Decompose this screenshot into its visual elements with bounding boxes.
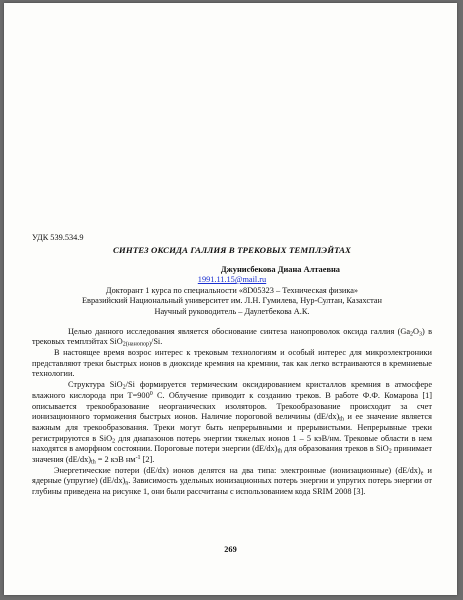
spacer xyxy=(32,318,432,327)
page-number: 269 xyxy=(224,545,237,554)
email-link[interactable]: 1991.11.15@mail.ru xyxy=(197,275,267,284)
document-page xyxy=(4,3,457,595)
paragraph-1: Целью данного исследования является обоснование синтеза нанопроволок оксида галлия $(Ga_2O_3)$ в трековых темплэйтах SiO$_{2(нанопор)}$/Si. xyxy=(32,326,432,348)
paragraph-2: В настоящее время возрос интерес к трековым технологиям и особый интерес для микроэлектроники представляют треки быстрых ионов в диоксиде кремния на кремнии, так как легко встраиваются в кремниевые технологии. xyxy=(32,348,432,379)
paragraph-4: Энергетические потери (dE/dx) ионов делятся на два типа: электронные (ионизационные) $(dE/dx)_e$ и ядерные (упругие) $(dE/dx)_n$. Зависимость удельных ионизационных потерь энергии и упругих потерь энергии от глубины приведена на рисунке 1, они были рассчитаны с использованием кода SRIM 2008 [3]. xyxy=(32,465,432,497)
paper-title: СИНТЕЗ ОКСИДА ГАЛЛИЯ В ТРЕКОВЫХ ТЕМПЛЭЙТАХ xyxy=(112,245,352,255)
udk-code: УДК 539.534.9 xyxy=(32,233,84,242)
page-content xyxy=(32,232,432,498)
author-name: Джунисбекова Диана Алтаевна xyxy=(220,265,340,274)
supervisor-line: Научный руководитель – Даулетбекова А.К. xyxy=(154,306,310,316)
affiliation-line-1: Докторант 1 курса по специальности «8D05323 – Техническая физика» xyxy=(105,285,359,295)
author-email xyxy=(32,275,432,286)
paragraph-3: Структура SiO$_2$/Si формируется термическим оксидированием кристаллов кремния в атмосфере влажного кислорода при $T=900^0$ C. Облучение приводит к созданию треков. В работе Ф.Ф. Комарова [1] описывается трекообразование неорганических изоляторов. Трекообразование происходит за счет ионизационного торможения быстрых ионов. Наличие пороговой величины $(dE/dx)_{th}$ и ее значение является важным для трекообразования. Треки могут быть непрерывными и прерывистыми. Непрерывные треки регистрируются в SiO$_2$ для диапазонов потерь энергии тяжелых ионов 1 – 5 кэВ/нм. Трековые области в нем находятся в аморфном состоянии. Пороговые потери энергии $(dE/dx)_{th}$ для образования треков в SiO$_2$ принимает значения $(dE/dx)_{th} = 2$ кэВ $нм^{-1}$ [2]. xyxy=(32,380,433,466)
affiliation-line-2: Евразийский Национальный университет им. Л.Н. Гумилева, Нур-Султан, Казахстан xyxy=(81,296,383,306)
